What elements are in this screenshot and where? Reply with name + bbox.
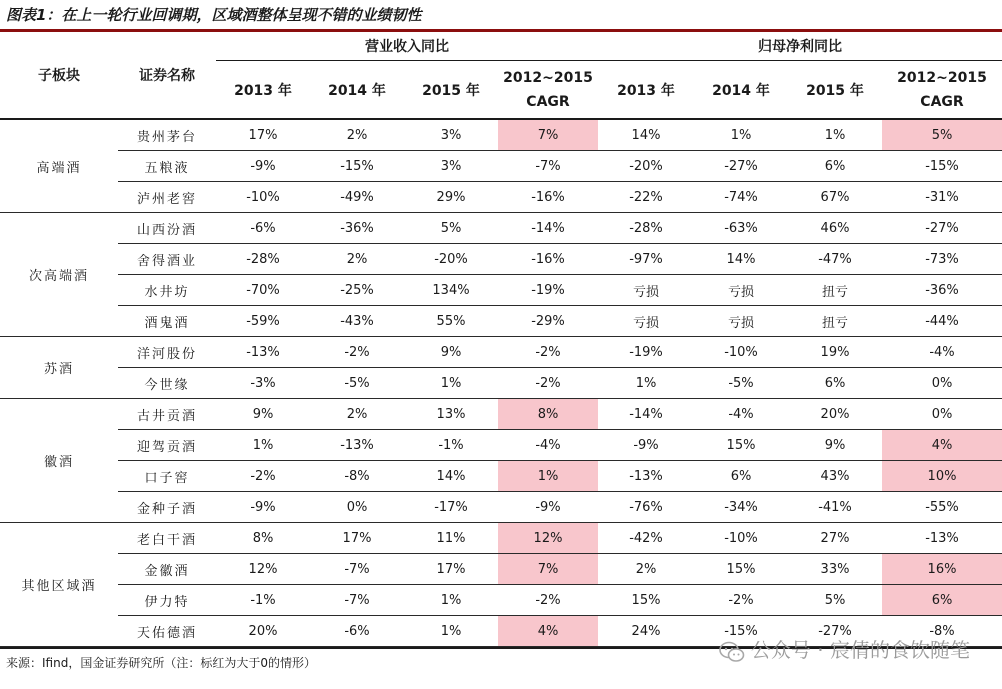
revenue-value-cell: 134% xyxy=(404,275,498,306)
revenue-value-cell: -25% xyxy=(310,275,404,306)
revenue-value-cell: 1% xyxy=(404,368,498,399)
revenue-value-cell: -13% xyxy=(216,337,310,368)
revenue-value-cell: -28% xyxy=(216,244,310,275)
table-row xyxy=(0,585,1002,616)
revenue-value-cell: 3% xyxy=(404,151,498,182)
revenue-value-cell: 8% xyxy=(498,399,598,430)
revenue-value-cell: -7% xyxy=(498,151,598,182)
table-body xyxy=(0,119,1002,647)
revenue-value-cell: -59% xyxy=(216,306,310,337)
net-profit-value-cell: 5% xyxy=(882,119,1002,151)
net-profit-value-cell: 27% xyxy=(788,523,882,554)
table-row xyxy=(0,430,1002,461)
cagr-label: CAGR xyxy=(920,93,964,110)
revenue-value-cell: 7% xyxy=(498,119,598,151)
net-profit-value-cell: 67% xyxy=(788,182,882,213)
revenue-value-cell: -5% xyxy=(310,368,404,399)
net-profit-value-cell: -15% xyxy=(694,616,788,647)
header-rev-2015: 2015 年 xyxy=(404,61,498,120)
revenue-value-cell: -29% xyxy=(498,306,598,337)
segment-cell: 其他区域酒 xyxy=(0,523,118,647)
revenue-value-cell: -10% xyxy=(216,182,310,213)
header-profit-group: 归母净利同比 xyxy=(598,32,1002,61)
header-rev-cagr xyxy=(498,61,598,120)
net-profit-value-cell: -22% xyxy=(598,182,694,213)
revenue-value-cell: 2% xyxy=(310,119,404,151)
stock-name-cell: 老白干酒 xyxy=(118,523,216,554)
table-row xyxy=(0,368,1002,399)
stock-name-cell: 五粮液 xyxy=(118,151,216,182)
stock-name-cell: 舍得酒业 xyxy=(118,244,216,275)
revenue-value-cell: 17% xyxy=(310,523,404,554)
stock-name-cell: 酒鬼酒 xyxy=(118,306,216,337)
net-profit-value-cell: -13% xyxy=(882,523,1002,554)
table-row xyxy=(0,306,1002,337)
table-row xyxy=(0,244,1002,275)
table-row xyxy=(0,523,1002,554)
table-row xyxy=(0,213,1002,244)
performance-table xyxy=(0,32,1002,647)
header-rev-2013: 2013 年 xyxy=(216,61,310,120)
revenue-value-cell: -43% xyxy=(310,306,404,337)
revenue-value-cell: 20% xyxy=(216,616,310,647)
revenue-value-cell: -20% xyxy=(404,244,498,275)
revenue-value-cell: 17% xyxy=(404,554,498,585)
table-row xyxy=(0,275,1002,306)
net-profit-value-cell: 0% xyxy=(882,368,1002,399)
header-np-2015: 2015 年 xyxy=(788,61,882,120)
net-profit-value-cell: 6% xyxy=(788,151,882,182)
revenue-value-cell: 7% xyxy=(498,554,598,585)
net-profit-value-cell: -10% xyxy=(694,337,788,368)
watermark xyxy=(719,634,970,663)
net-profit-value-cell: -4% xyxy=(882,337,1002,368)
header-stock: 证券名称 xyxy=(118,32,216,119)
net-profit-value-cell: 扭亏 xyxy=(788,275,882,306)
segment-cell: 次高端酒 xyxy=(0,213,118,337)
net-profit-value-cell: 46% xyxy=(788,213,882,244)
revenue-value-cell: -1% xyxy=(404,430,498,461)
net-profit-value-cell: -97% xyxy=(598,244,694,275)
revenue-value-cell: 1% xyxy=(404,616,498,647)
net-profit-value-cell: 4% xyxy=(882,430,1002,461)
figure-title: 图表1：在上一轮行业回调期，区域酒整体呈现不错的业绩韧性 xyxy=(6,6,422,24)
revenue-value-cell: -6% xyxy=(216,213,310,244)
revenue-value-cell: -7% xyxy=(310,554,404,585)
net-profit-value-cell: -13% xyxy=(598,461,694,492)
net-profit-value-cell: 16% xyxy=(882,554,1002,585)
stock-name-cell: 金种子酒 xyxy=(118,492,216,523)
revenue-value-cell: -9% xyxy=(498,492,598,523)
net-profit-value-cell: -2% xyxy=(694,585,788,616)
net-profit-value-cell: 6% xyxy=(882,585,1002,616)
net-profit-value-cell: 20% xyxy=(788,399,882,430)
net-profit-value-cell: 1% xyxy=(788,119,882,151)
net-profit-value-cell: -15% xyxy=(882,151,1002,182)
net-profit-value-cell: -27% xyxy=(788,616,882,647)
net-profit-value-cell: -9% xyxy=(598,430,694,461)
net-profit-value-cell: 0% xyxy=(882,399,1002,430)
revenue-value-cell: -13% xyxy=(310,430,404,461)
revenue-value-cell: 2% xyxy=(310,244,404,275)
revenue-value-cell: -49% xyxy=(310,182,404,213)
revenue-value-cell: -3% xyxy=(216,368,310,399)
revenue-value-cell: -16% xyxy=(498,182,598,213)
net-profit-value-cell: 19% xyxy=(788,337,882,368)
net-profit-value-cell: -76% xyxy=(598,492,694,523)
revenue-value-cell: -15% xyxy=(310,151,404,182)
net-profit-value-cell: -27% xyxy=(694,151,788,182)
revenue-value-cell: -17% xyxy=(404,492,498,523)
net-profit-value-cell: 亏损 xyxy=(598,275,694,306)
revenue-value-cell: 2% xyxy=(310,399,404,430)
revenue-value-cell: -8% xyxy=(310,461,404,492)
revenue-value-cell: 4% xyxy=(498,616,598,647)
net-profit-value-cell: 亏损 xyxy=(694,275,788,306)
net-profit-value-cell: -20% xyxy=(598,151,694,182)
table-row xyxy=(0,119,1002,151)
revenue-value-cell: -2% xyxy=(216,461,310,492)
revenue-value-cell: -6% xyxy=(310,616,404,647)
net-profit-value-cell: 亏损 xyxy=(694,306,788,337)
net-profit-value-cell: 1% xyxy=(598,368,694,399)
revenue-value-cell: -2% xyxy=(498,368,598,399)
table-row xyxy=(0,492,1002,523)
cagr-label: CAGR xyxy=(526,93,570,110)
net-profit-value-cell: -8% xyxy=(882,616,1002,647)
segment-cell: 苏酒 xyxy=(0,337,118,399)
header-row-groups xyxy=(0,32,1002,61)
net-profit-value-cell: -73% xyxy=(882,244,1002,275)
net-profit-value-cell: 9% xyxy=(788,430,882,461)
revenue-value-cell: -2% xyxy=(498,337,598,368)
stock-name-cell: 洋河股份 xyxy=(118,337,216,368)
revenue-value-cell: 12% xyxy=(216,554,310,585)
table-row xyxy=(0,399,1002,430)
wechat-icon xyxy=(719,641,745,663)
revenue-value-cell: 9% xyxy=(404,337,498,368)
revenue-value-cell: -70% xyxy=(216,275,310,306)
revenue-value-cell: 8% xyxy=(216,523,310,554)
revenue-value-cell: 3% xyxy=(404,119,498,151)
revenue-value-cell: -1% xyxy=(216,585,310,616)
net-profit-value-cell: -34% xyxy=(694,492,788,523)
cagr-range: 2012~2015 xyxy=(897,69,987,86)
net-profit-value-cell: -31% xyxy=(882,182,1002,213)
net-profit-value-cell: 15% xyxy=(694,554,788,585)
revenue-value-cell: 5% xyxy=(404,213,498,244)
net-profit-value-cell: -55% xyxy=(882,492,1002,523)
header-rev-2014: 2014 年 xyxy=(310,61,404,120)
net-profit-value-cell: -42% xyxy=(598,523,694,554)
net-profit-value-cell: -10% xyxy=(694,523,788,554)
revenue-value-cell: -2% xyxy=(498,585,598,616)
stock-name-cell: 水井坊 xyxy=(118,275,216,306)
watermark-text: 公众号 · 宸倩的食饮随笔 xyxy=(750,638,970,662)
net-profit-value-cell: 15% xyxy=(598,585,694,616)
revenue-value-cell: -16% xyxy=(498,244,598,275)
net-profit-value-cell: 5% xyxy=(788,585,882,616)
header-np-2014: 2014 年 xyxy=(694,61,788,120)
net-profit-value-cell: 2% xyxy=(598,554,694,585)
revenue-value-cell: -2% xyxy=(310,337,404,368)
revenue-value-cell: -4% xyxy=(498,430,598,461)
revenue-value-cell: -36% xyxy=(310,213,404,244)
net-profit-value-cell: -63% xyxy=(694,213,788,244)
revenue-value-cell: -14% xyxy=(498,213,598,244)
net-profit-value-cell: 亏损 xyxy=(598,306,694,337)
stock-name-cell: 迎驾贡酒 xyxy=(118,430,216,461)
revenue-value-cell: -19% xyxy=(498,275,598,306)
net-profit-value-cell: 扭亏 xyxy=(788,306,882,337)
net-profit-value-cell: -36% xyxy=(882,275,1002,306)
stock-name-cell: 金徽酒 xyxy=(118,554,216,585)
revenue-value-cell: 12% xyxy=(498,523,598,554)
revenue-value-cell: -9% xyxy=(216,151,310,182)
segment-cell: 高端酒 xyxy=(0,119,118,213)
net-profit-value-cell: 43% xyxy=(788,461,882,492)
revenue-value-cell: 1% xyxy=(404,585,498,616)
header-np-cagr xyxy=(882,61,1002,120)
net-profit-value-cell: -19% xyxy=(598,337,694,368)
net-profit-value-cell: 14% xyxy=(694,244,788,275)
revenue-value-cell: -9% xyxy=(216,492,310,523)
net-profit-value-cell: 33% xyxy=(788,554,882,585)
cagr-range: 2012~2015 xyxy=(503,69,593,86)
revenue-value-cell: 9% xyxy=(216,399,310,430)
header-segment: 子板块 xyxy=(0,32,118,119)
net-profit-value-cell: -74% xyxy=(694,182,788,213)
net-profit-value-cell: 15% xyxy=(694,430,788,461)
net-profit-value-cell: 14% xyxy=(598,119,694,151)
header-revenue-group: 营业收入同比 xyxy=(216,32,598,61)
net-profit-value-cell: -14% xyxy=(598,399,694,430)
revenue-value-cell: 13% xyxy=(404,399,498,430)
net-profit-value-cell: 24% xyxy=(598,616,694,647)
net-profit-value-cell: 10% xyxy=(882,461,1002,492)
table-row xyxy=(0,337,1002,368)
revenue-value-cell: 55% xyxy=(404,306,498,337)
net-profit-value-cell: 6% xyxy=(788,368,882,399)
stock-name-cell: 伊力特 xyxy=(118,585,216,616)
revenue-value-cell: 0% xyxy=(310,492,404,523)
stock-name-cell: 天佑德酒 xyxy=(118,616,216,647)
net-profit-value-cell: -47% xyxy=(788,244,882,275)
revenue-value-cell: 17% xyxy=(216,119,310,151)
revenue-value-cell: 14% xyxy=(404,461,498,492)
revenue-value-cell: 1% xyxy=(216,430,310,461)
net-profit-value-cell: 1% xyxy=(694,119,788,151)
stock-name-cell: 贵州茅台 xyxy=(118,119,216,151)
net-profit-value-cell: -27% xyxy=(882,213,1002,244)
net-profit-value-cell: 6% xyxy=(694,461,788,492)
stock-name-cell: 泸州老窖 xyxy=(118,182,216,213)
net-profit-value-cell: -28% xyxy=(598,213,694,244)
table-row xyxy=(0,554,1002,585)
segment-cell: 徽酒 xyxy=(0,399,118,523)
revenue-value-cell: 1% xyxy=(498,461,598,492)
table-row xyxy=(0,182,1002,213)
table-row xyxy=(0,461,1002,492)
header-np-2013: 2013 年 xyxy=(598,61,694,120)
stock-name-cell: 口子窖 xyxy=(118,461,216,492)
revenue-value-cell: -7% xyxy=(310,585,404,616)
table-row xyxy=(0,151,1002,182)
revenue-value-cell: 11% xyxy=(404,523,498,554)
stock-name-cell: 今世缘 xyxy=(118,368,216,399)
revenue-value-cell: 29% xyxy=(404,182,498,213)
net-profit-value-cell: -5% xyxy=(694,368,788,399)
source-note: 来源：Ifind，国金证券研究所（注：标红为大于0的情形） xyxy=(6,656,316,670)
stock-name-cell: 古井贡酒 xyxy=(118,399,216,430)
net-profit-value-cell: -4% xyxy=(694,399,788,430)
net-profit-value-cell: -41% xyxy=(788,492,882,523)
net-profit-value-cell: -44% xyxy=(882,306,1002,337)
stock-name-cell: 山西汾酒 xyxy=(118,213,216,244)
